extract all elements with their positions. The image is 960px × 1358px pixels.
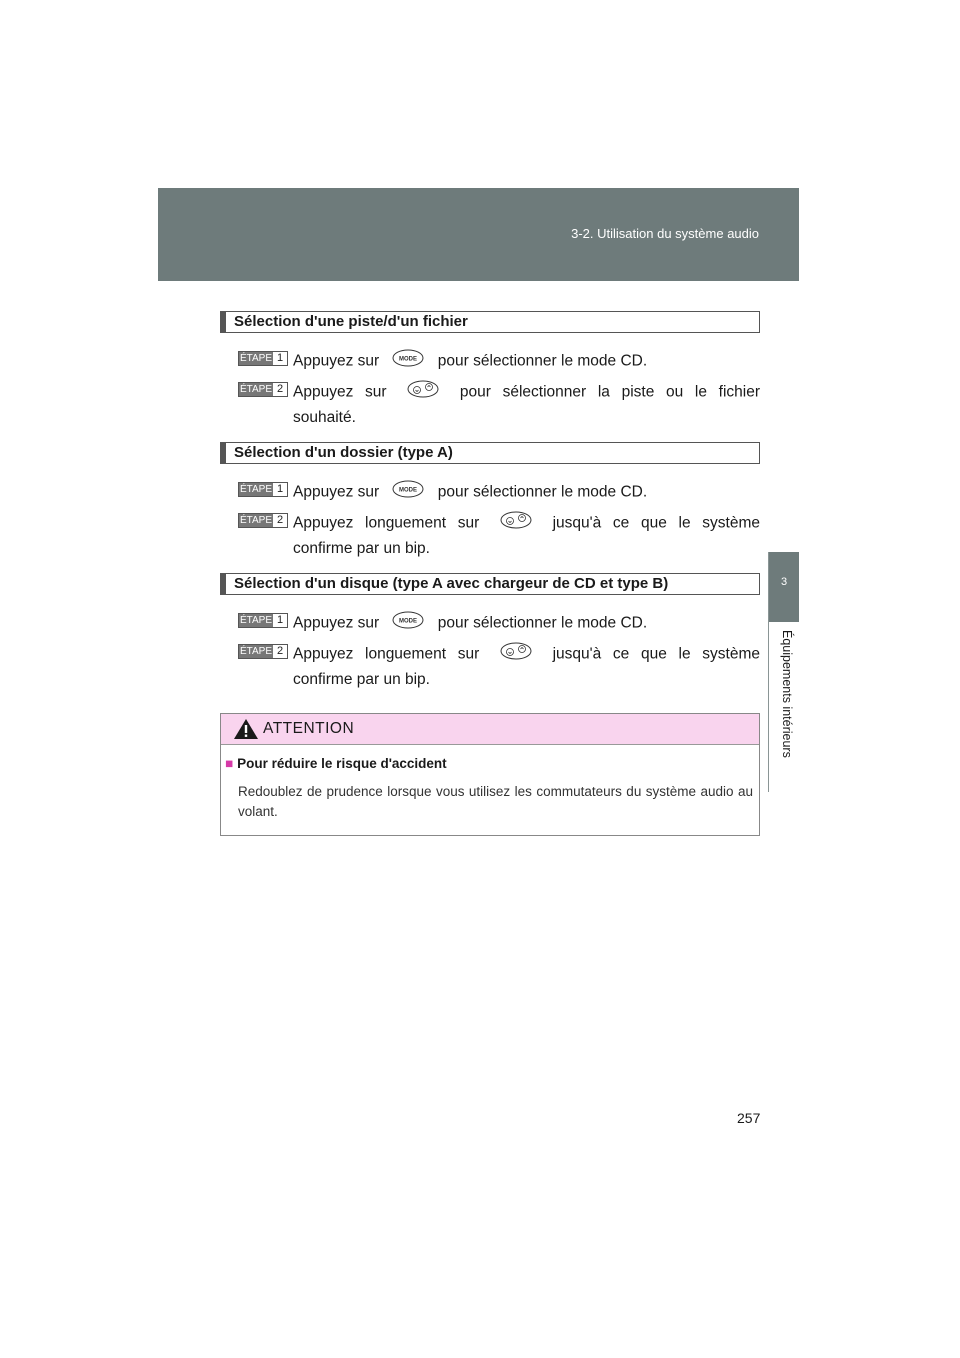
svg-text:MODE: MODE — [399, 356, 418, 363]
header-title: 3-2. Utilisation du système audio — [571, 226, 759, 241]
step-badge — [238, 482, 288, 497]
section-disc-select — [220, 573, 760, 691]
seek-switch-icon — [406, 379, 440, 406]
step-number: 1 — [276, 614, 284, 626]
step-text-pre: Appuyez longuement sur — [293, 645, 480, 663]
mode-button-icon — [391, 610, 425, 637]
step-item — [238, 510, 760, 560]
step-text-pre: Appuyez sur — [293, 352, 380, 370]
attention-item-title — [225, 756, 447, 771]
step-item — [238, 379, 760, 429]
section-heading: Sélection d'un disque (type A avec chargeur de CD et type B) — [220, 573, 760, 595]
step-text-pre: Appuyez longuement sur — [293, 514, 480, 532]
chapter-label: Équipements intérieurs — [780, 630, 794, 758]
step-text-pre: Appuyez sur — [293, 483, 380, 501]
page-number: 257 — [737, 1110, 761, 1126]
step-text-post: pour sélectionner la piste ou le fichier — [459, 383, 760, 401]
step-label: ÉTAPE — [239, 646, 273, 657]
attention-title: ATTENTION — [263, 720, 355, 737]
svg-text:MODE: MODE — [399, 487, 418, 494]
square-bullet-icon: ■ — [225, 756, 234, 771]
chapter-number: 3 — [780, 576, 788, 588]
step-text — [293, 379, 760, 406]
section-heading: Sélection d'un dossier (type A) — [220, 442, 760, 464]
step-text-pre: Appuyez sur — [293, 383, 387, 401]
seek-switch-icon — [499, 510, 533, 537]
step-badge — [238, 613, 288, 628]
step-item — [238, 479, 760, 506]
step-text-post: pour sélectionner le mode CD. — [437, 483, 648, 501]
step-text-post: jusqu'à ce que le système — [552, 645, 760, 663]
step-text-pre: Appuyez sur — [293, 614, 380, 632]
section-folder-select — [220, 442, 760, 560]
step-number: 2 — [276, 514, 284, 526]
seek-switch-icon — [499, 641, 533, 668]
step-item — [238, 641, 760, 691]
step-badge — [238, 382, 288, 397]
step-label: ÉTAPE — [239, 615, 273, 626]
step-label: ÉTAPE — [239, 384, 273, 395]
mode-button-icon — [391, 348, 425, 375]
attention-text: Redoublez de prudence lorsque vous utilisez les commutateurs du système audio au volant. — [238, 784, 753, 819]
svg-text:MODE: MODE — [399, 618, 418, 625]
step-badge — [238, 513, 288, 528]
step-text-continued: confirme par un bip. — [293, 540, 430, 557]
step-text-post: pour sélectionner le mode CD. — [437, 352, 648, 370]
step-text — [293, 610, 760, 637]
step-number: 1 — [276, 352, 284, 364]
warning-triangle-icon — [233, 718, 259, 745]
step-item — [238, 610, 760, 637]
attention-item-title-text: Pour réduire le risque d'accident — [237, 756, 447, 771]
step-label: ÉTAPE — [239, 353, 273, 364]
step-text-post: pour sélectionner le mode CD. — [437, 614, 648, 632]
chapter-tab — [769, 552, 799, 622]
step-number: 2 — [276, 383, 284, 395]
step-number: 2 — [276, 645, 284, 657]
step-text — [293, 348, 760, 375]
mode-button-icon — [391, 479, 425, 506]
attention-header — [221, 714, 759, 745]
step-text-continued: confirme par un bip. — [293, 671, 430, 688]
step-text-continued: souhaité. — [293, 409, 356, 426]
step-badge — [238, 351, 288, 366]
step-text — [293, 479, 760, 506]
attention-box — [220, 713, 760, 836]
step-number: 1 — [276, 483, 284, 495]
step-text-post: jusqu'à ce que le système — [552, 514, 760, 532]
header-band — [158, 188, 799, 281]
step-text — [293, 510, 760, 537]
step-badge — [238, 644, 288, 659]
step-label: ÉTAPE — [239, 515, 273, 526]
step-label: ÉTAPE — [239, 484, 273, 495]
section-track-select — [220, 311, 760, 429]
step-text — [293, 641, 760, 668]
section-heading: Sélection d'une piste/d'un fichier — [220, 311, 760, 333]
step-item — [238, 348, 760, 375]
